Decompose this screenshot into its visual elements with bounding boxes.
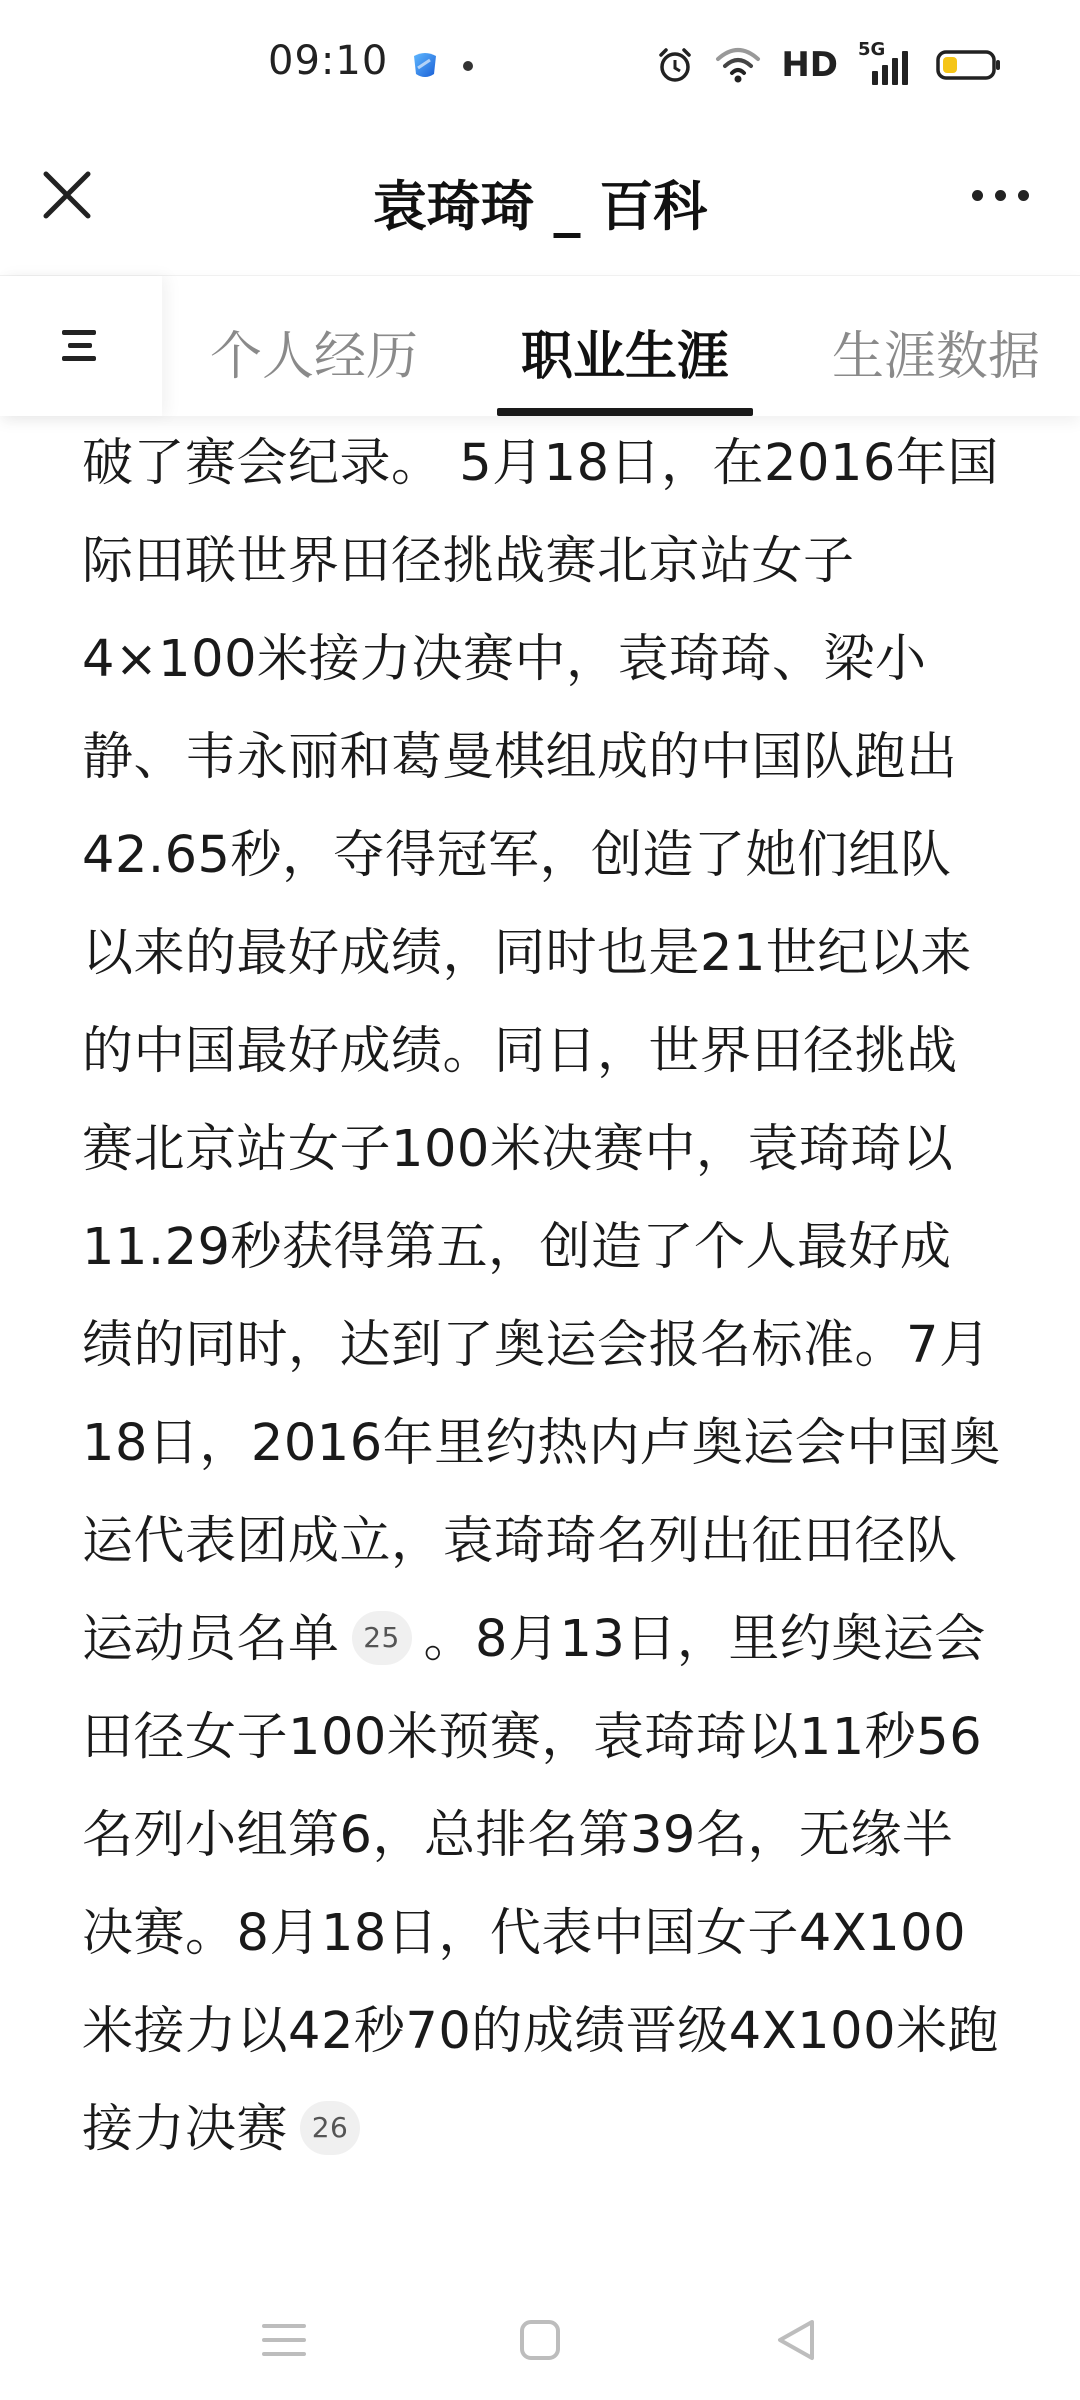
network-hd-label: HD xyxy=(781,45,838,85)
status-time: 09:10 xyxy=(268,38,389,84)
tab-career-stats[interactable]: 生涯数据 xyxy=(832,327,1041,387)
home-nav-icon[interactable] xyxy=(510,2310,570,2370)
tab-bar xyxy=(0,275,1080,416)
tab-career[interactable]: 职业生涯 xyxy=(521,327,730,387)
article-body xyxy=(82,415,1002,2179)
status-icons xyxy=(655,40,1002,90)
signal-icon: 5G xyxy=(858,43,916,87)
article-text: 破了赛会纪录。 5月18日，在2016年国际田联世界田径挑战赛北京站女子4×100米接力决赛中，袁琦琦、梁小静、韦永丽和葛曼棋组成的中国队跑出42.65秒，夺得冠军，创造了她们组队以来的最好成绩，同时也是21世纪以来的中国最好成绩。同日，世界田径挑战赛北京站女子100米决赛中，袁琦琦以11.29秒获得第五，创造了个人最好成绩的同时，达到了奥运会报名标准。7月18日，2016年里约热内卢奥运会中国奥运代表团成立，袁琦琦名列出征田径队运动员名单 xyxy=(82,434,1001,1669)
page-title: 袁琦琦 _ 百科 xyxy=(372,175,708,238)
article-paragraph xyxy=(82,415,1002,2179)
battery-icon xyxy=(936,48,1002,82)
menu-nav-icon[interactable] xyxy=(254,2310,314,2370)
notification-dot xyxy=(463,61,473,71)
app-notification-icon xyxy=(408,48,442,82)
more-icon xyxy=(972,190,983,201)
status-bar xyxy=(0,0,1080,130)
catalog-menu-button[interactable] xyxy=(0,276,162,416)
article-text: 。8月13日，里约奥运会田径女子100米预赛，袁琦琦以11秒56名列小组第6，总排名第39名，无缘半决赛。8月18日，代表中国女子4X100米接力以42秒70的成绩晋级4X100米跑接力决赛 xyxy=(82,1610,1000,2159)
wifi-icon xyxy=(715,45,761,85)
menu-icon xyxy=(60,326,104,366)
reference-badge[interactable]: 26 xyxy=(300,2101,360,2155)
reference-badge[interactable]: 25 xyxy=(352,1611,412,1665)
tab-personal-experience[interactable]: 个人经历 xyxy=(210,327,419,387)
system-nav-bar xyxy=(0,2270,1080,2400)
title-bar xyxy=(0,130,1080,275)
back-nav-icon[interactable] xyxy=(766,2310,826,2370)
more-button[interactable] xyxy=(960,160,1040,230)
alarm-icon xyxy=(655,45,695,85)
